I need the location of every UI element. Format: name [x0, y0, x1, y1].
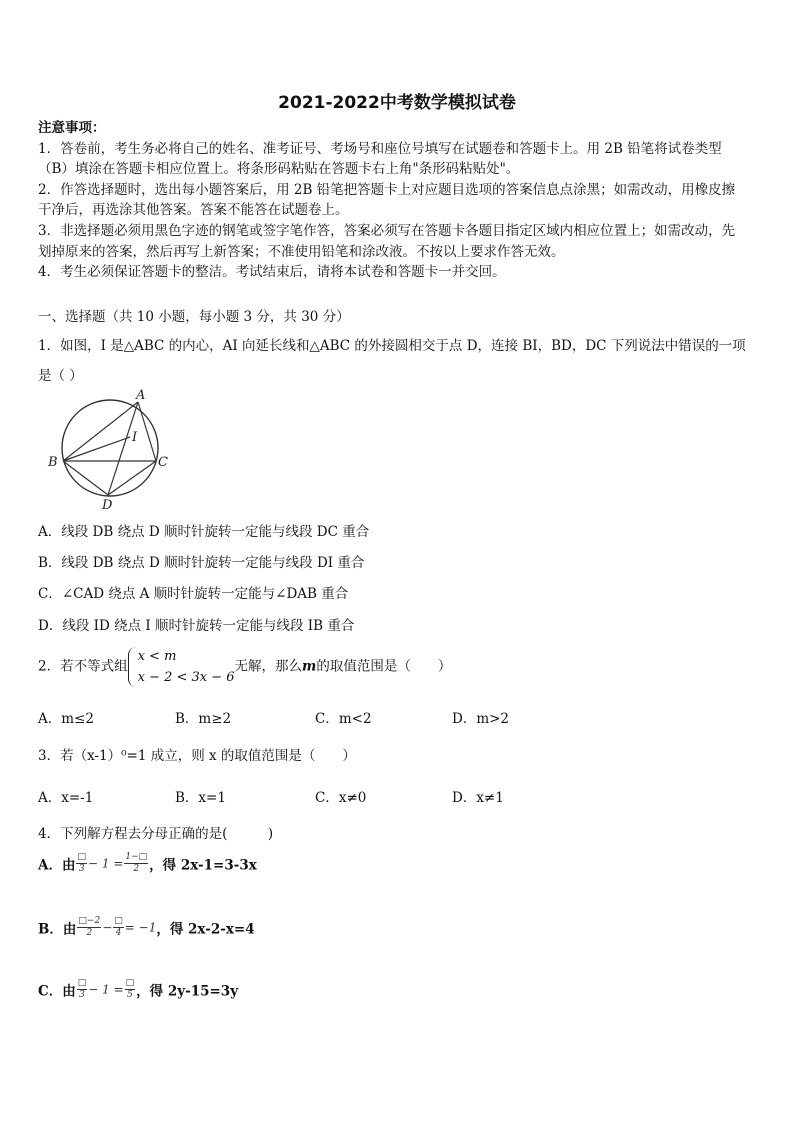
- label-d: D: [102, 498, 113, 513]
- q4-option-b: [38, 916, 255, 939]
- q4-a-label: A．由: [38, 857, 76, 874]
- denominator: 3: [78, 864, 85, 874]
- question-1-stem-end: 是（ ）: [38, 368, 83, 384]
- notice-line: 3．非选择题必须用黑色字迹的钢笔或签字笔作答，答案必须写在答题卡各题目指定区域内相应位置上；如需改动，先: [38, 222, 736, 239]
- numerator: 1−□: [125, 852, 148, 862]
- math-operator: − 1 =: [88, 856, 124, 871]
- question-2-mid: 无解，那么: [234, 658, 303, 675]
- question-2-suffix: 的取值范围是（ ）: [316, 658, 452, 675]
- q3-option-b: B．x=1: [175, 790, 226, 806]
- denominator: 2: [133, 864, 140, 874]
- question-2: [38, 646, 758, 688]
- q4-option-a: [38, 852, 257, 875]
- numerator: □: [125, 978, 135, 988]
- numerator: □: [114, 916, 123, 926]
- inequality-system: [128, 646, 235, 688]
- question-2-prefix: 2．若不等式组: [38, 658, 128, 675]
- math-operator: −: [102, 920, 113, 935]
- brace-shape: [128, 647, 137, 687]
- math-operator: = −1: [124, 920, 157, 935]
- question-4-stem: 4．下列解方程去分母正确的是( ): [38, 826, 274, 842]
- q3-option-c: C．x≠0: [315, 790, 367, 806]
- question-2-var: m: [302, 658, 317, 675]
- q4-option-c: [38, 978, 238, 1001]
- q4-b-label: B．由: [38, 921, 77, 938]
- label-a: A: [136, 388, 146, 403]
- notice-line: 干净后，再选涂其他答案。答案不能答在试题卷上。: [38, 202, 349, 219]
- fraction: [77, 978, 88, 1001]
- q1-option-d: D．线段 ID 绕点 I 顺时针旋转一定能与线段 IB 重合: [38, 618, 355, 634]
- numerator: □: [77, 978, 87, 988]
- label-b: B: [48, 455, 58, 470]
- denominator: 5: [127, 990, 133, 1000]
- notice-line: 2．作答选择题时，选出每小题答案后，用 2B 铅笔把答题卡上对应题目选项的答案信息点涂黑；如需改动，用橡皮擦: [38, 181, 736, 198]
- notice-line: 划掉原来的答案，然后再写上新答案；不准使用铅笔和涂改液。不按以上要求作答无效。: [38, 243, 565, 260]
- inequality-line-1: x < m: [137, 649, 177, 664]
- label-i: I: [132, 430, 138, 445]
- numerator: □−2: [78, 916, 101, 926]
- notice-block: [38, 118, 758, 283]
- question-1-stem: 1．如图，I 是△ABC 的内心，AI 向延长线和△ABC 的外接圆相交于点 D，连接 BI，BD，DC 下列说法中错误的一项: [38, 338, 746, 354]
- notice-heading: 注意事项：: [38, 120, 106, 136]
- fraction: [113, 916, 124, 939]
- label-c: C: [158, 455, 168, 470]
- inequality-line-2: x − 2 < 3x − 6: [137, 670, 235, 685]
- q2-option-b: B．m≥2: [175, 711, 232, 727]
- q4-a-result: ，得 2x-1=3-3x: [149, 857, 257, 874]
- section-title: 一、选择题（共 10 小题，每小题 3 分，共 30 分）: [38, 309, 350, 325]
- notice-line: 1．答卷前，考生务必将自己的姓名、准考证号、考场号和座位号填写在试题卷和答题卡上。用 2B 铅笔将试卷类型: [38, 140, 722, 157]
- q2-option-a: A．m≤2: [38, 711, 94, 727]
- q2-option-c: C．m<2: [315, 711, 372, 727]
- notice-line: 4．考生必须保证答题卡的整洁。考试结束后，请将本试卷和答题卡一并交回。: [38, 264, 506, 281]
- q4-b-result: ，得 2x-2-x=4: [156, 921, 255, 938]
- math-operator: − 1 =: [88, 982, 124, 997]
- denominator: 4: [115, 928, 122, 938]
- fraction: [124, 852, 148, 875]
- q2-option-d: D．m>2: [452, 711, 510, 727]
- fraction: [76, 852, 87, 875]
- q3-option-d: D．x≠1: [452, 790, 504, 806]
- question-3-stem: 3．若（x-1）⁰=1 成立，则 x 的取值范围是（ ）: [38, 748, 356, 764]
- q4-c-label: C．由: [38, 983, 76, 1000]
- fraction: [77, 916, 101, 939]
- denominator: 2: [86, 928, 93, 938]
- numerator: □: [77, 852, 86, 862]
- q4-c-result: ，得 2y-15=3y: [136, 983, 239, 1000]
- q3-option-a: A．x=-1: [38, 790, 94, 806]
- denominator: 3: [79, 990, 85, 1000]
- page-title: 2021-2022中考数学模拟试卷: [278, 93, 516, 113]
- q1-option-c: C．∠CAD 绕点 A 顺时针旋转一定能与∠DAB 重合: [38, 586, 349, 602]
- question-1: [38, 331, 758, 391]
- circle-triangle-figure: [38, 385, 188, 513]
- fraction: [125, 978, 136, 1001]
- q1-option-b: B．线段 DB 绕点 D 顺时针旋转一定能与线段 DI 重合: [38, 555, 365, 571]
- q1-option-a: A．线段 DB 绕点 D 顺时针旋转一定能与线段 DC 重合: [38, 524, 370, 540]
- notice-line: （B）填涂在答题卡相应位置上。将条形码粘贴在答题卡右上角"条形码粘贴处"。: [38, 161, 520, 178]
